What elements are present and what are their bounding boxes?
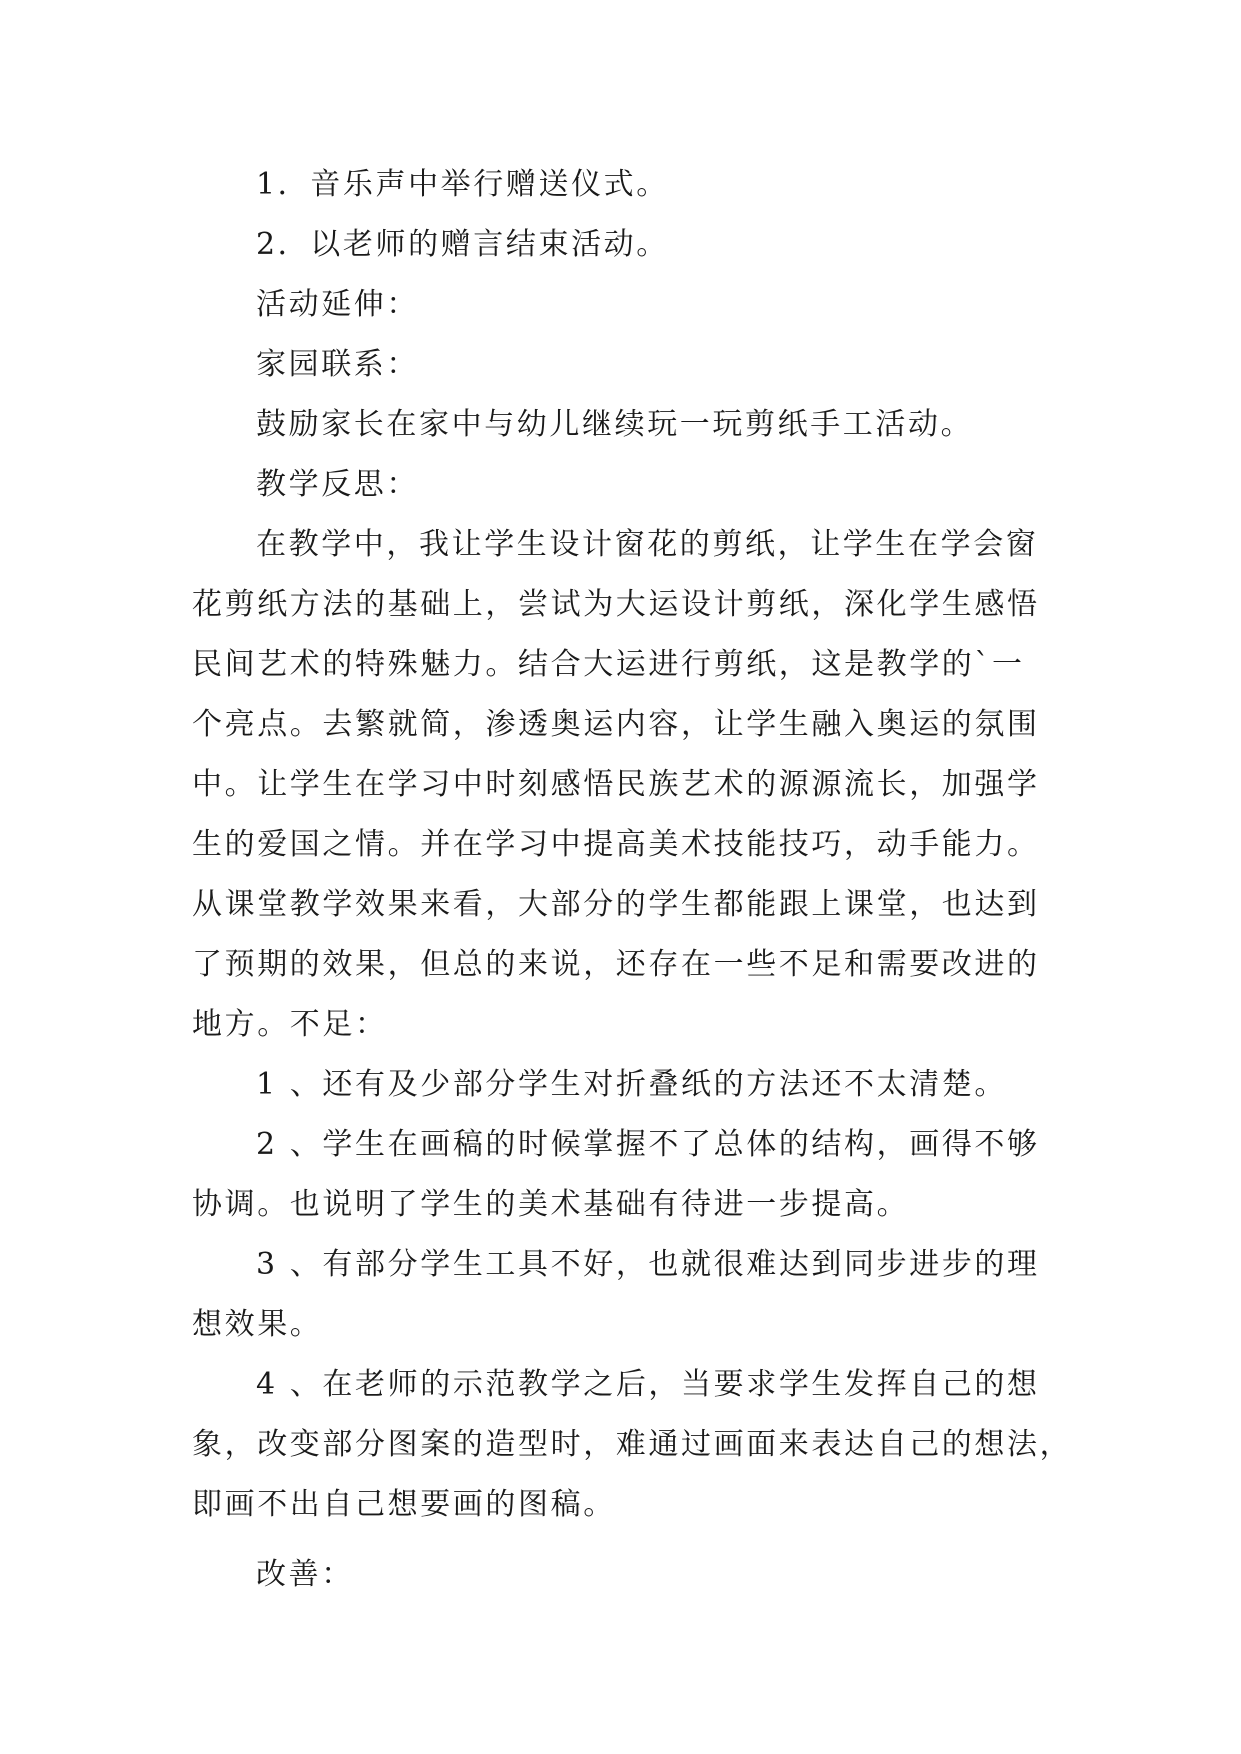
document-page (192, 155, 1073, 1605)
home-contact-text: 鼓励家长在家中与幼儿继续玩一玩剪纸手工活动。 (256, 407, 974, 442)
section-heading-extension: 活动延伸： (256, 287, 419, 322)
shortcoming-item-4-cont: 即画不出自己想要画的图稿。 (192, 1487, 616, 1522)
reflection-line: 在教学中，我让学生设计窗花的剪纸，让学生在学会窗 (256, 527, 1039, 562)
reflection-line: 个亮点。去繁就简，渗透奥运内容，让学生融入奥运的氛围 (192, 707, 1040, 742)
reflection-line: 民间艺术的特殊魅力。结合大运进行剪纸，这是教学的`一 (192, 647, 1025, 682)
activity-step-2: 2．以老师的赠言结束活动。 (256, 227, 669, 262)
section-heading-home-contact: 家园联系： (256, 347, 419, 382)
reflection-line: 了预期的效果，但总的来说，还存在一些不足和需要改进的 (192, 947, 1040, 982)
shortcoming-item-1: 1 、还有及少部分学生对折叠纸的方法还不太清楚。 (256, 1067, 1008, 1102)
reflection-line: 从课堂教学效果来看，大部分的学生都能跟上课堂，也达到 (192, 887, 1040, 922)
reflection-line: 生的爱国之情。并在学习中提高美术技能技巧，动手能力。 (192, 827, 1040, 862)
shortcoming-item-4: 4 、在老师的示范教学之后，当要求学生发挥自己的想 (256, 1367, 1040, 1402)
section-heading-reflection: 教学反思： (256, 467, 419, 502)
shortcoming-item-2: 2 、学生在画稿的时候掌握不了总体的结构，画得不够 (256, 1127, 1040, 1162)
shortcoming-item-2-cont: 协调。也说明了学生的美术基础有待进一步提高。 (192, 1187, 910, 1222)
activity-step-1: 1．音乐声中举行赠送仪式。 (256, 167, 669, 202)
shortcoming-item-3: 3 、有部分学生工具不好，也就很难达到同步进步的理 (256, 1247, 1040, 1282)
section-heading-improve: 改善： (256, 1557, 354, 1592)
reflection-line: 花剪纸方法的基础上，尝试为大运设计剪纸，深化学生感悟 (192, 587, 1040, 622)
shortcoming-item-4-cont: 象，改变部分图案的造型时，难通过画面来表达自己的想法， (192, 1427, 1073, 1462)
reflection-line: 地方。不足： (192, 1007, 388, 1042)
shortcoming-item-3-cont: 想效果。 (192, 1307, 323, 1342)
reflection-line: 中。让学生在学习中时刻感悟民族艺术的源源流长，加强学 (192, 767, 1040, 802)
